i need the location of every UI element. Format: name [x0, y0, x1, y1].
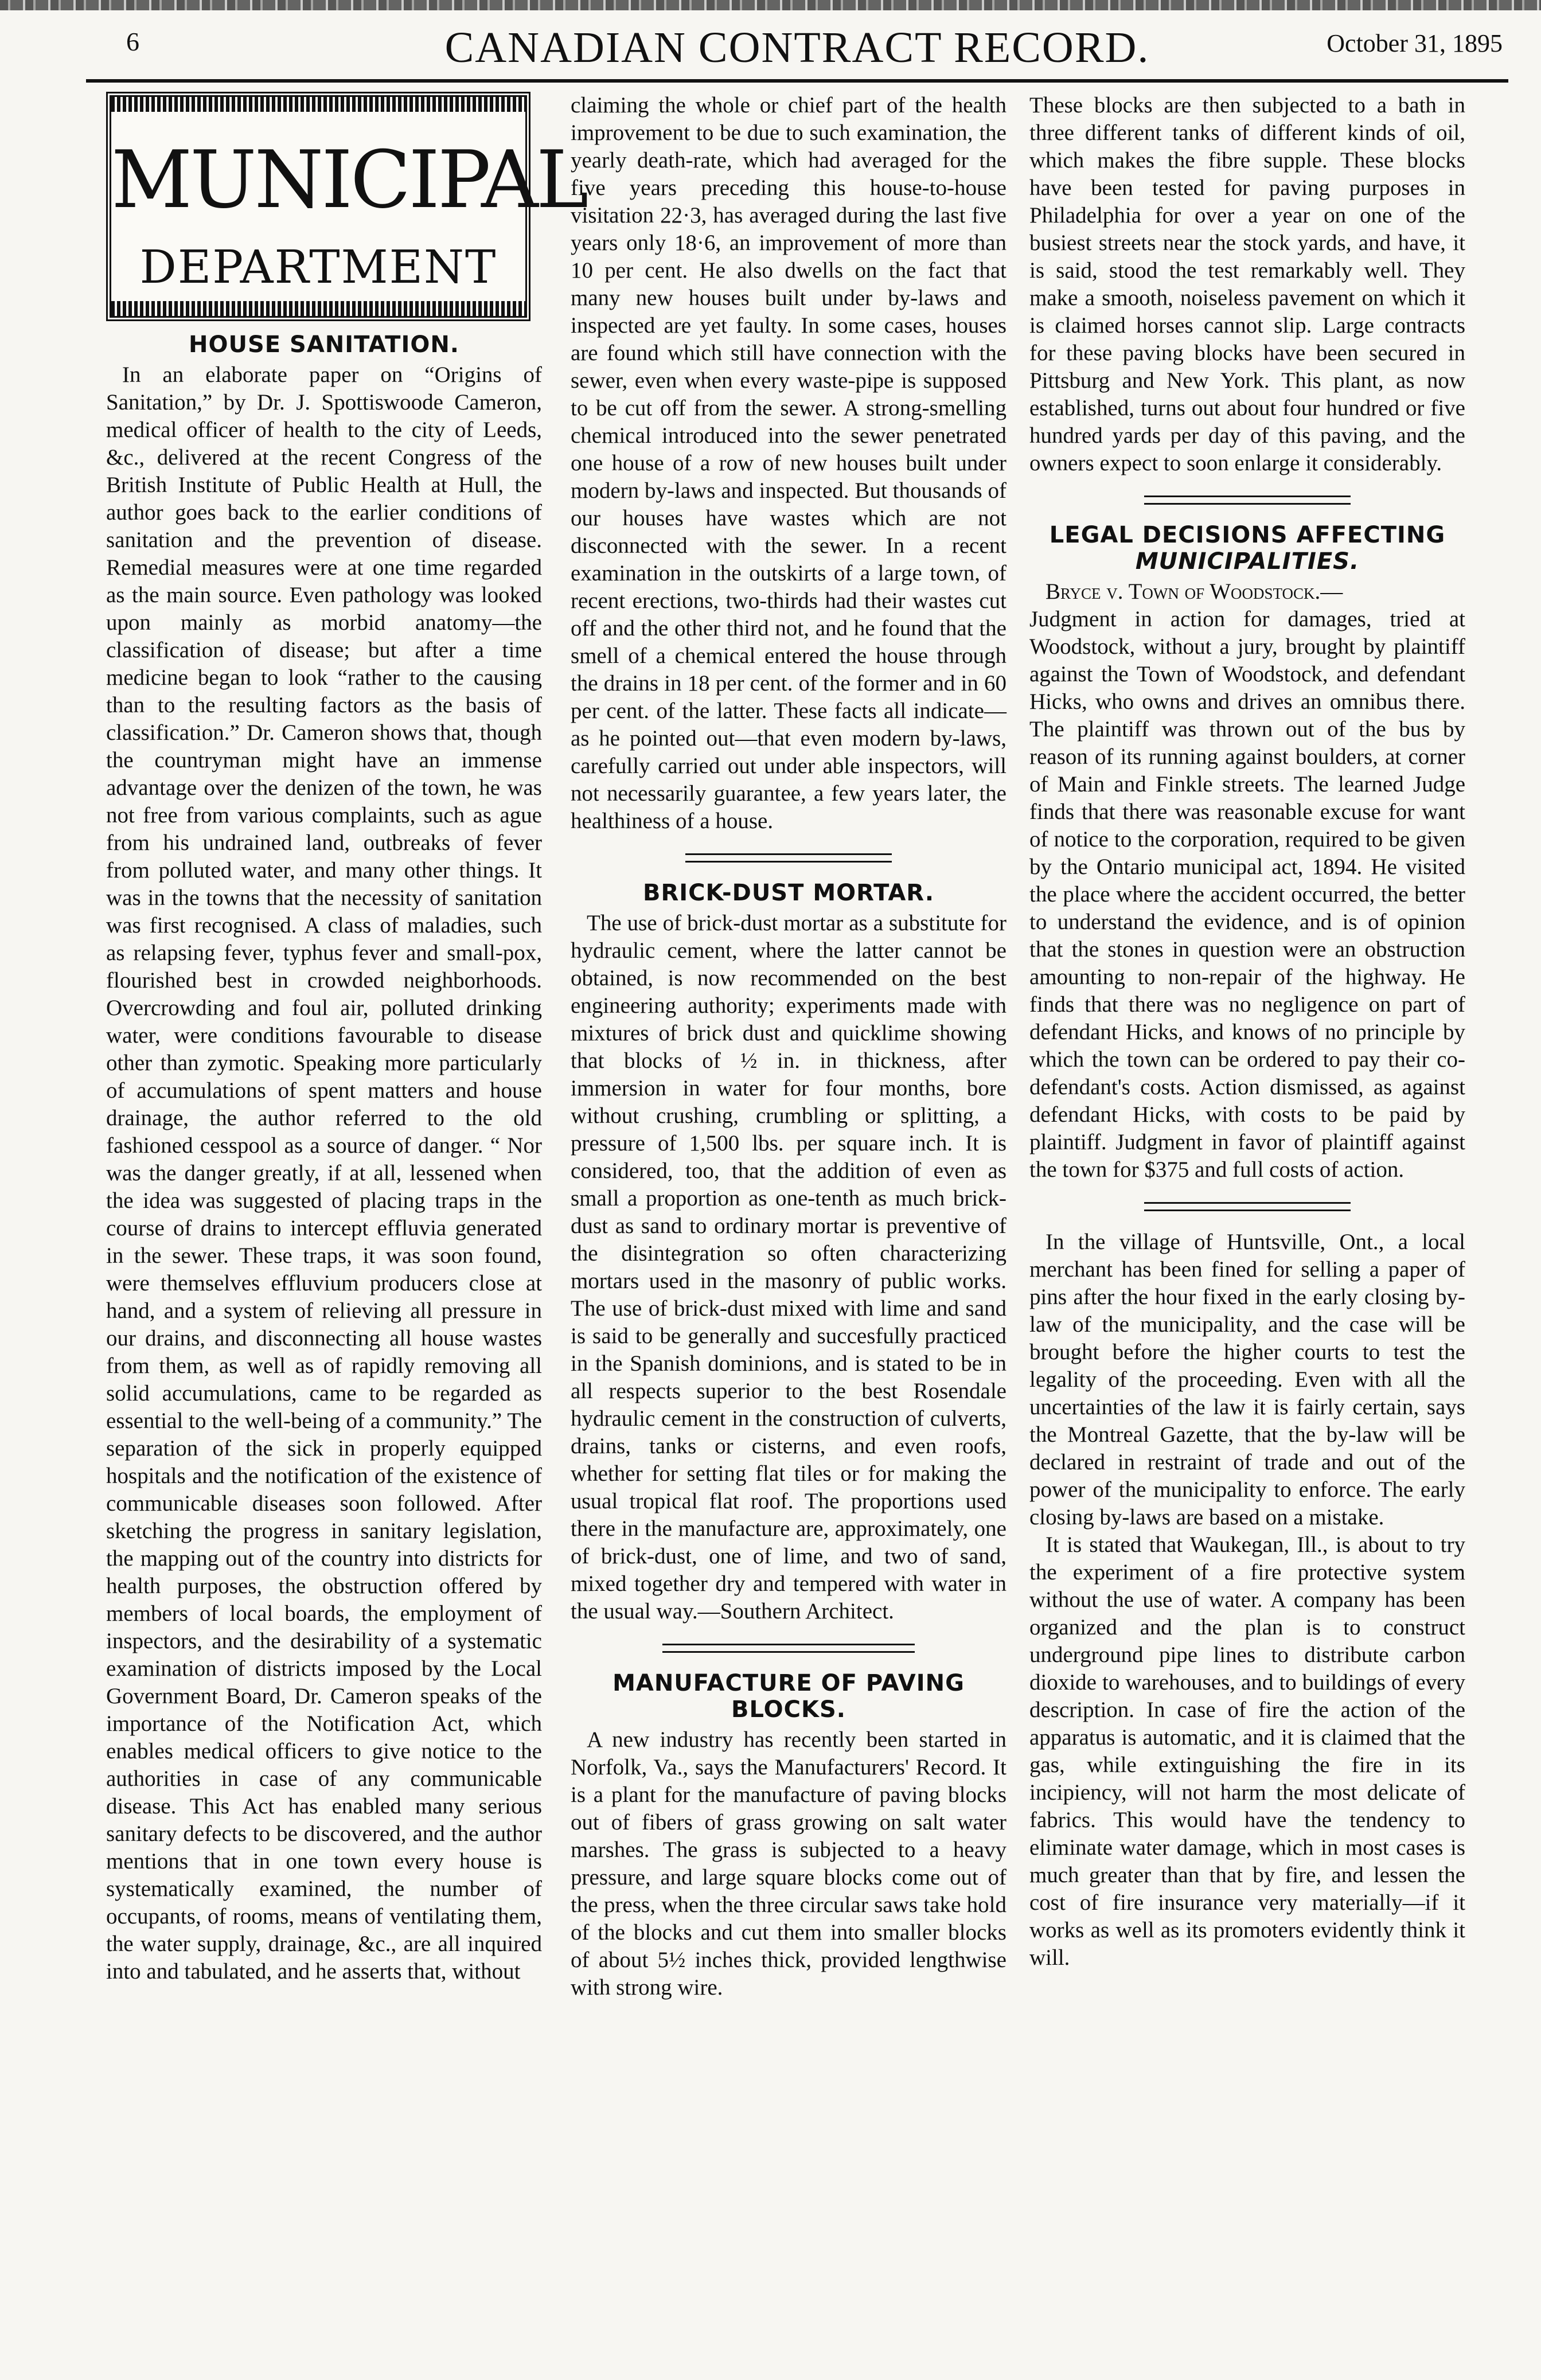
article-body-brick-dust-mortar: The use of brick-dust mortar as a substitute for hydraulic cement, where the latter cannot be obtained, is now recommended on the best engineering authority; experiments made with mixtures of brick dust and quicklime showing that blocks of ½ in. in thickness, after immersion in water for four months, bore without crushing, crumbling or splitting, a pressure of 1,500 lbs. per square inch. It is considered, too, that the addition of even as small a proportion as one-tenth as much brick-dust as sand to ordinary mortar is preventive of the disintegration so often characterizing mortars used in the masonry of public works. The use of brick-dust mixed with lime and sand is said to be generally and succesfully practiced in the Spanish dominions, and is stated to be in all respects superior to the best Rosendale hydraulic cement in the construction of culverts, drains, tanks or cisterns, and even roofs, whether for setting flat tiles or for making the usual tropical flat roof. The proportions used there in the manufacture are, approximately, one of brick-dust, one of lime, and two of sand, mixed together dry and tempered with water in the usual way.—Southern Architect.: [571, 911, 1006, 1624]
legal-title-line1: LEGAL DECISIONS AFFECTING: [1049, 522, 1446, 548]
article-body-huntsville: In the village of Huntsville, Ont., a local merchant has been fined for selling a paper of pins after the hour fixed in the early closing by-law of the municipality, and the case will be brought before the higher courts to test the legality of the proceeding. Even with all the uncertainties of the law it is fairly certain, says the Montreal Gazette, that the by-law will be declared in restraint of trade and out of the power of the municipality to enforce. The early closing by-laws are based on a mistake.: [1029, 1230, 1465, 1530]
issue-date: October 31, 1895: [1327, 29, 1503, 57]
column-3: [1029, 92, 1465, 1972]
article-body-legal-decision: Judgment in action for damages, tried at Woodstock, without a jury, brought by plaintiff against the Town of Woodstock, and defendant Hicks, who owns and drives an omnibus there. The plaintiff was thrown out of the bus by reason of its running against boulders, at corner of Main and Finkle streets. The learned Judge finds that there was reasonable excuse for want of notice to the corporation, required to be given by the Ontario municipal act, 1894. He visited the place where the accident occurred, the better to understand the evidence, and is of opinion that the stones in question were an obstruction amounting to non-repair of the highway. He finds that there was no negligence on part of defendant Hicks, and knows of no principle by which the town can be ordered to pay their co-defendant's costs. Action dismissed, as against defendant Hicks, with costs to be paid by plaintiff. Judgment in favor of plaintiff against the town for $375 and full costs of action.: [1029, 607, 1465, 1182]
section-divider: [662, 1644, 915, 1653]
article-body-house-sanitation: In an elaborate paper on “Origins of Sanitation,” by Dr. J. Spottiswoode Cameron, medical officer of health to the city of Leeds, &c., delivered at the recent Congress of the British Institute of Public Health at Hull, the author goes back to the earlier conditions of sanitation and the prevention of disease. Remedial measures were at one time regarded as the main source. Even pathology was looked upon mainly as morbid anatomy—the classification of disease; but after a time medicine began to look “rather to the causing than to the resulting factors as the basis of classification.” Dr. Cameron shows that, though the countryman might have an immense advantage over the denizen of the town, he was not free from various complaints, such as ague from his undrained land, outbreaks of fever from polluted water, and many other things. It was in the towns that the necessity of sanitation was first recognised. A class of maladies, such as relapsing fever, typhus fever and small-pox, flourished best in crowded neighborhoods. Overcrowding and foul air, polluted drinking water, were conditions favourable to disease other than zymotic. Speaking more particularly of accumulations of spent matters and house drainage, the author referred to the old fashioned cesspool as a source of danger. “ Nor was the danger greatly, if at all, lessened when the idea was suggested of placing traps in the course of drains to intercept effluvia generated in the sewer. These traps, it was soon found, were themselves effluvium producers close at hand, and a system of relieving all pressure in our drains, and disconnecting all house wastes from them, as well as of rapidly removing all solid accumulations, came to be regarded as essential to the well-being of a community.” The separation of the sick in properly equipped hospitals and the notification of the existence of communicable diseases soon followed. After sketching the progress in sanitary legislation, the mapping out of the country into districts for health purposes, the obstruction offered by members of local boards, the employment of inspectors, and the desirability of a systematic examination of districts imposed by the Local Government Board, Dr. Cameron speaks of the importance of the Notification Act, which enables medical officers to give notice to the authorities in case of any communicable disease. This Act has enabled many serious sanitary defects to be discovered, and the author mentions that in one town every house is systematically examined, the number of occupants, of rooms, means of ventilating them, the water supply, drainage, &c., are all inquired into and tabulated, and he asserts that, without: [106, 362, 542, 1984]
article-title-brick-dust-mortar: BRICK-DUST MORTAR.: [642, 880, 935, 906]
section-divider: [1144, 1202, 1351, 1211]
article-continuation-paving-blocks: These blocks are then subjected to a bath in three different tanks of different kinds of oil, which makes the fibre supple. These blocks have been tested for paving purposes in Philadelphia for over a year on one of the busiest streets near the stock yards, and have, it is said, stood the test remarkably well. They make a smooth, noiseless pavement on which it is claimed horses cannot slip. Large contracts for these paving blocks have been secured in Pittsburg and New York. This plant, as now established, turns out about four hundred or five hundred yards per day of this paving, and the owners expect to soon enlarge it considerably.: [1029, 93, 1465, 475]
article-title-legal-decisions: [1029, 522, 1465, 575]
article-body-paving-blocks: A new industry has recently been started in Norfolk, Va., says the Manufacturers' Record. It is a plant for the manufacture of paving blocks out of fibers of grass growing on salt water marshes. The grass is subjected to a heavy pressure, and large square blocks come out of the press, when the three circular saws take hold of the blocks and cut them into smaller blocks of about 5½ inches thick, provided lengthwise with strong wire.: [571, 1727, 1006, 2000]
banner-bottom-band: [111, 301, 525, 316]
column-2: [571, 92, 1006, 2001]
department-title-line2: DEPARTMENT: [139, 240, 497, 294]
section-divider: [1144, 495, 1351, 505]
scan-edge: [0, 0, 1541, 10]
article-continuation-house-sanitation: claiming the whole or chief part of the health improvement to be due to such examination, the yearly death-rate, which had averaged for the five years preceding this house-to-house visitation 22·3, has averaged during the last five years only 18·6, an improvement of more than 10 per cent. He also dwells on the fact that many new houses built under by-laws and inspected are yet faulty. In some cases, houses are found which still have connection with the sewer, even when every waste-pipe is supposed to be cut off from the sewer. A strong-smelling chemical introduced into the sewer penetrated one house of a row of new houses built under modern by-laws and inspected. But thousands of our houses have wastes which are not disconnected with the sewer. In a recent examination in the outskirts of a large town, of recent erections, two-thirds had their wastes cut off and the other third not, and he found that the smell of a chemical entered the house through the drains in 18 per cent. of the former and in 60 per cent. of the latter. These facts all indicate—as he pointed out—that even modern by-laws, carefully carried out under able inspectors, will not necessarily guarantee, a few years later, the healthiness of a house.: [571, 93, 1006, 833]
article-title-house-sanitation: HOUSE SANITATION.: [188, 331, 460, 358]
article-body-waukegan: It is stated that Waukegan, Ill., is about to try the experiment of a fire protective system without the use of water. A company has been organized and the plan is to construct underground pipe lines to distribute carbon dioxide to warehouses, and to buildings of every description. In case of fire the action of the apparatus is automatic, and it is claimed that the gas, while extinguishing the fire in its incipiency, will not harm the most delicate of fabrics. This would have the tendency to eliminate water damage, which in most cases is much greater than that by fire, and lessen the cost of fire insurance very materially—if it works as well as its promoters evidently think it will.: [1029, 1532, 1465, 1970]
article-title-paving-blocks: MANUFACTURE OF PAVING BLOCKS.: [613, 1670, 965, 1723]
legal-title-line2: MUNICIPALITIES.: [1135, 548, 1360, 575]
masthead: CANADIAN CONTRACT RECORD.: [444, 24, 1150, 72]
department-banner: [106, 92, 587, 321]
column-1: [106, 92, 587, 1985]
page-header: [86, 16, 1508, 83]
page-number: 6: [126, 27, 139, 56]
banner-top-band: [111, 97, 525, 112]
section-divider: [685, 853, 892, 863]
department-title-line1: MUNICIPAL: [111, 134, 587, 226]
case-byline: Bryce v. Town of Woodstock.—: [1045, 579, 1343, 604]
